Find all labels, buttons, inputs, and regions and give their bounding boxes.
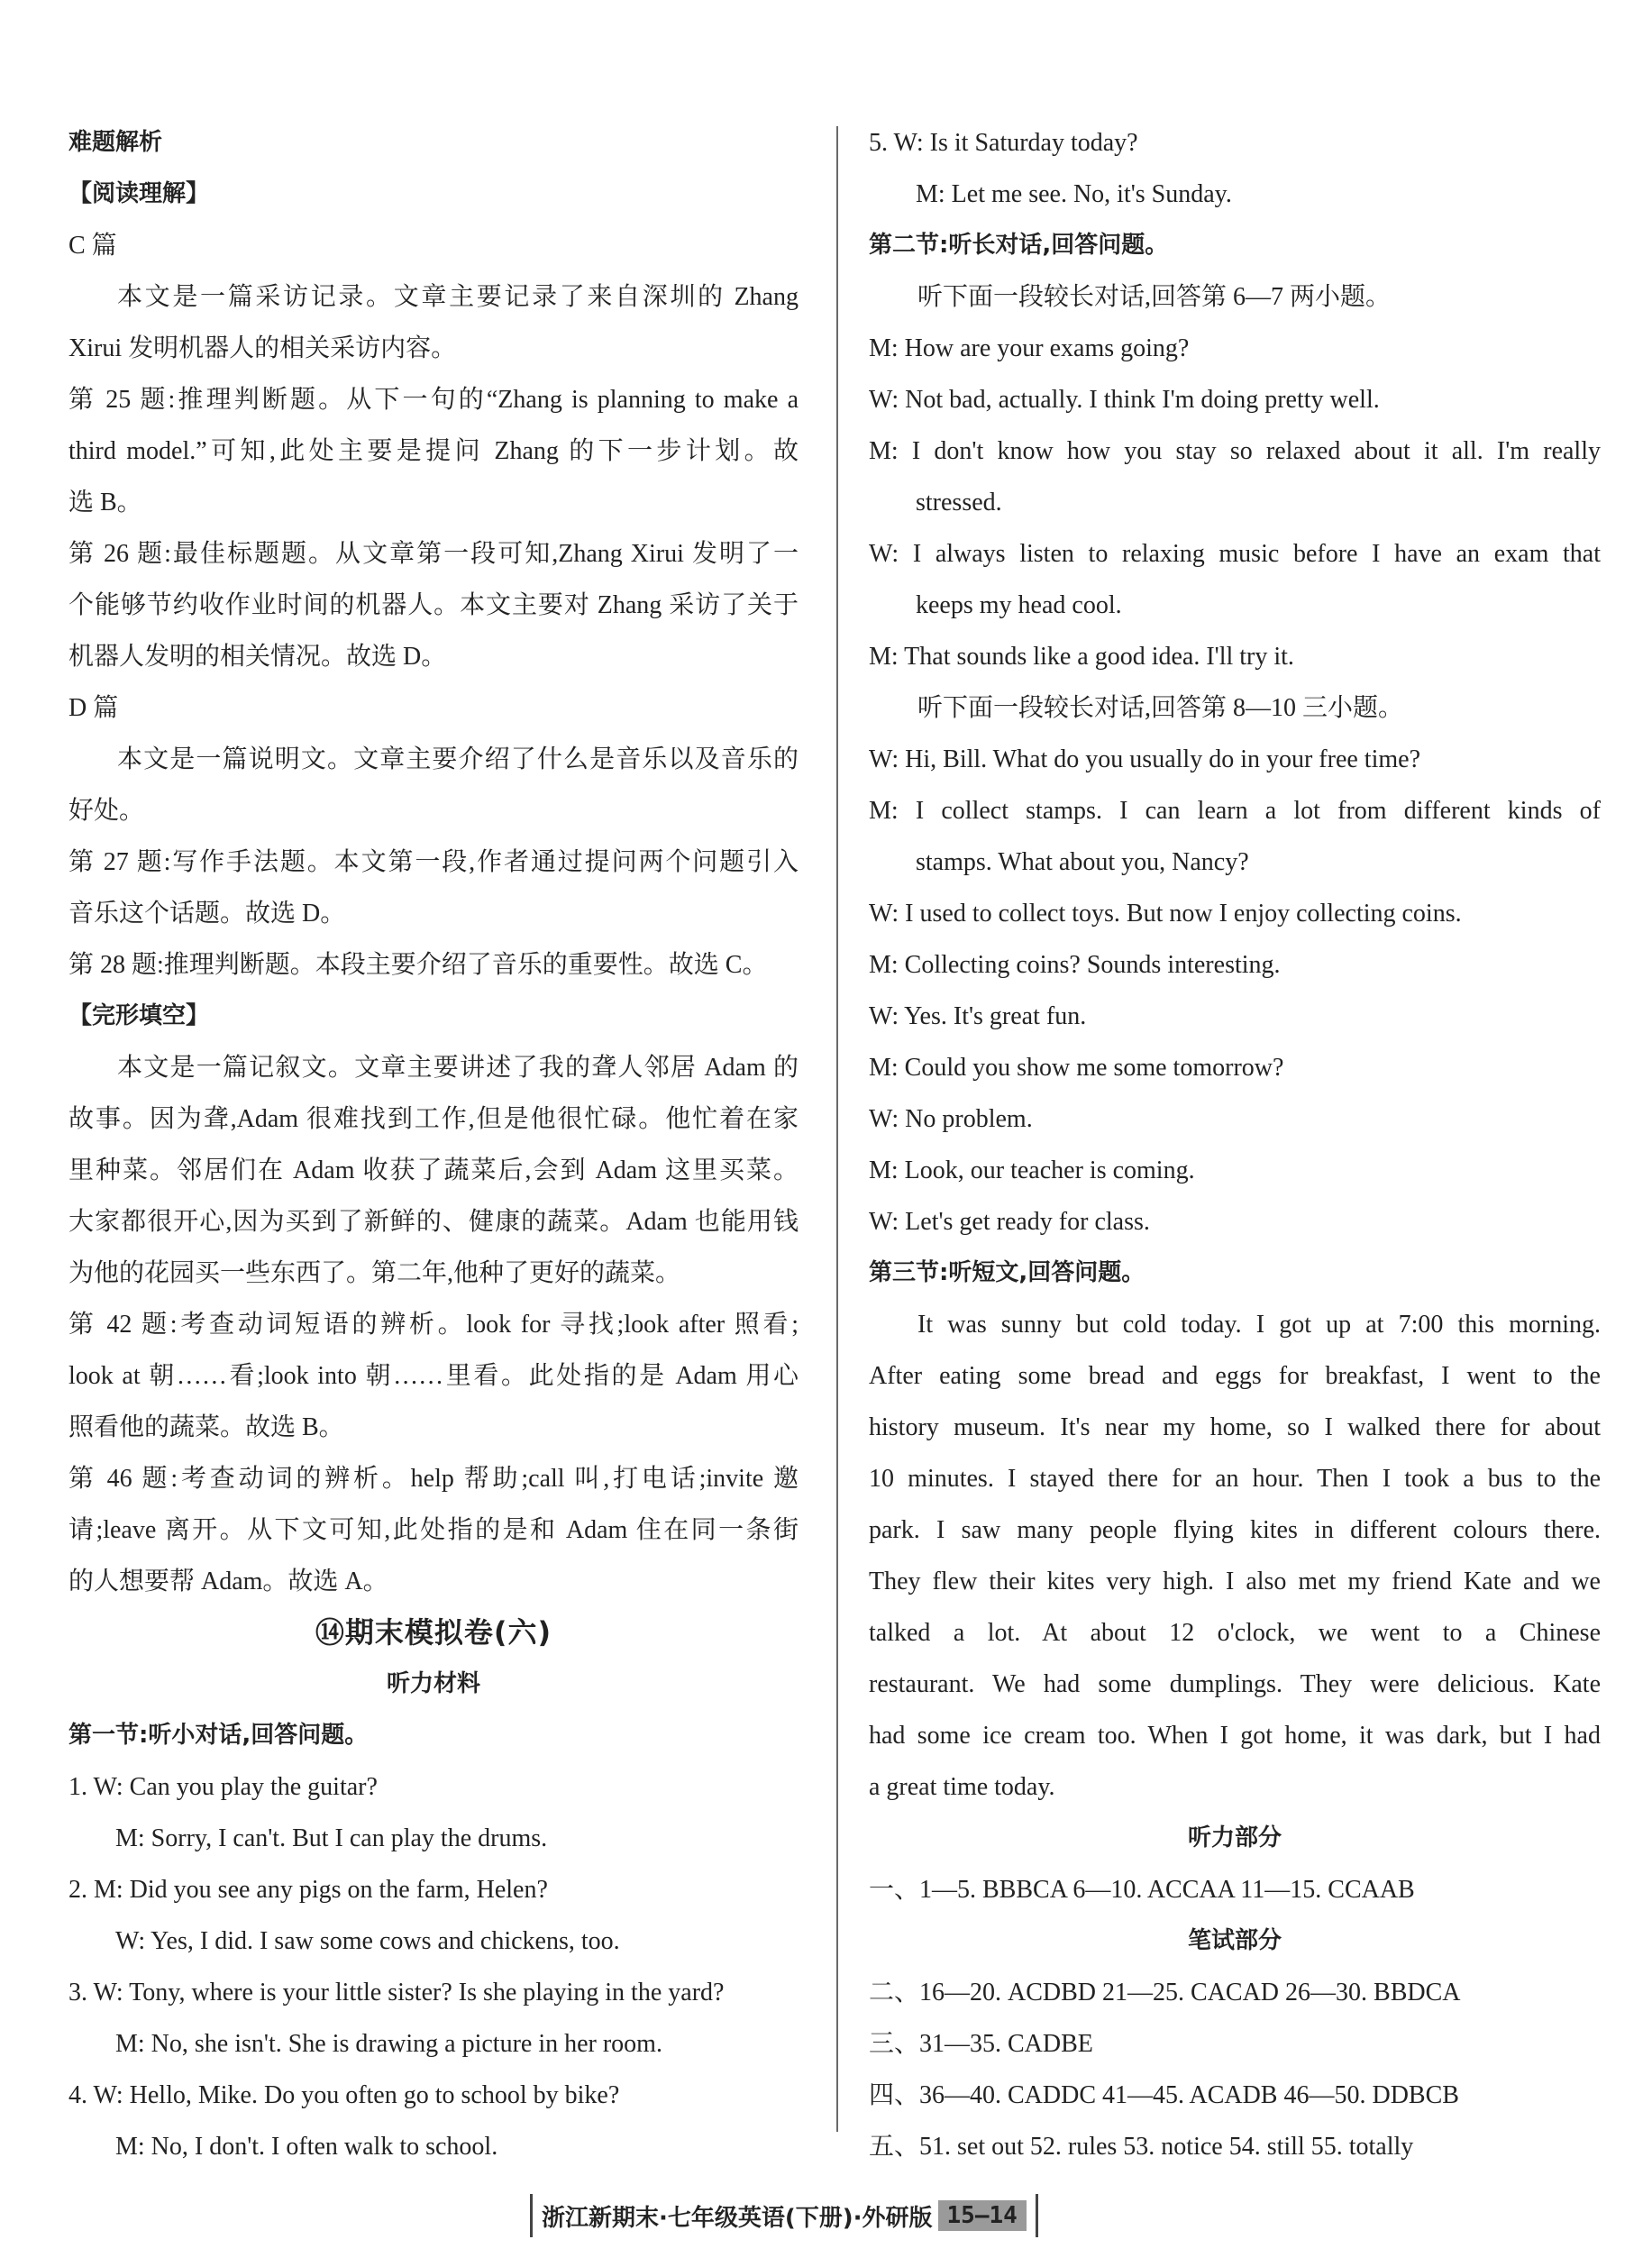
right-text-line: 第三节:听短文,回答问题。 xyxy=(869,1259,1145,1286)
right-text-line: talked a lot. At about 12 o'clock, we went to a Chinese xyxy=(869,1619,1601,1647)
left-text-line: 本文是一篇说明文。文章主要介绍了什么是音乐以及音乐的 xyxy=(117,745,799,773)
right-text-line: 一、1—5. BBBCA 6—10. ACCAA 11—15. CCAAB xyxy=(869,1876,1415,1904)
left-text-line: 难题解析 xyxy=(68,129,163,156)
left-text-line: 本文是一篇记叙文。文章主要讲述了我的聋人邻居 Adam 的 xyxy=(117,1054,799,1082)
left-text-line: 照看他的蔬菜。故选 B。 xyxy=(68,1413,344,1441)
right-text-line: 五、51. set out 52. rules 53. notice 54. still 55. totally xyxy=(869,2133,1414,2161)
left-text-line: 故事。因为聋,Adam 很难找到工作,但是他很忙碌。他忙着在家 xyxy=(68,1105,799,1133)
right-text-line: history museum. It's near my home, so I walked there for about xyxy=(869,1413,1601,1441)
right-text-line: M: Let me see. No, it's Sunday. xyxy=(916,180,1232,208)
right-text-line: 二、16—20. ACDBD 21—25. CACAD 26—30. BBDCA xyxy=(869,1979,1461,2006)
page-footer xyxy=(530,2194,1038,2237)
right-text-line: W: Hi, Bill. What do you usually do in your free time? xyxy=(869,745,1420,773)
left-text-line: 里种菜。邻居们在 Adam 收获了蔬菜后,会到 Adam 这里买菜。 xyxy=(68,1156,799,1184)
right-text-line: They flew their kites very high. I also met my friend Kate and we xyxy=(869,1568,1601,1595)
left-text-line: 选 B。 xyxy=(68,489,142,516)
right-text-line: M: I collect stamps. I can learn a lot from different kinds of xyxy=(869,797,1601,825)
left-text-line: 【阅读理解】 xyxy=(68,180,210,207)
left-column xyxy=(68,117,799,2172)
right-text-line: park. I saw many people flying kites in different colours there. xyxy=(869,1516,1601,1544)
right-text-line: W: Let's get ready for class. xyxy=(869,1208,1150,1236)
right-text-line: W: Yes. It's great fun. xyxy=(869,1002,1087,1030)
right-text-line: restaurant. We had some dumplings. They were delicious. Kate xyxy=(869,1670,1601,1698)
right-text-line: 听下面一段较长对话,回答第 8—10 三小题。 xyxy=(917,694,1404,722)
right-text-line: 听下面一段较长对话,回答第 6—7 两小题。 xyxy=(917,283,1392,311)
right-text-line: stressed. xyxy=(916,489,1002,516)
right-text-line: 5. W: Is it Saturday today? xyxy=(869,129,1138,157)
left-text-line: 2. M: Did you see any pigs on the farm, Helen? xyxy=(68,1876,548,1904)
left-text-line: C 篇 xyxy=(68,232,117,260)
right-text-line: a great time today. xyxy=(869,1773,1055,1801)
left-text-line: 第 42 题:考查动词短语的辨析。look for 寻找;look after 照看; xyxy=(68,1311,799,1339)
left-text-line: 第 46 题:考查动词的辨析。help 帮助;call 叫,打电话;invite 邀 xyxy=(68,1465,799,1493)
left-text-line: 第 27 题:写作手法题。本文第一段,作者通过提问两个问题引入 xyxy=(68,848,799,876)
right-text-line: M: How are your exams going? xyxy=(869,334,1190,362)
right-text-line: 四、36—40. CADDC 41—45. ACADB 46—50. DDBCB xyxy=(869,2081,1459,2109)
left-text-line: 机器人发明的相关情况。故选 D。 xyxy=(68,643,447,671)
right-text-line: keeps my head cool. xyxy=(916,591,1122,619)
left-text-line: 为他的花园买一些东西了。第二年,他种了更好的蔬菜。 xyxy=(68,1259,681,1287)
left-text-line: 好处。 xyxy=(68,797,145,825)
left-text-line: 个能够节约收作业时间的机器人。本文主要对 Zhang 采访了关于 xyxy=(68,591,799,619)
right-text-line: 第二节:听长对话,回答问题。 xyxy=(869,232,1169,259)
left-text-line: 4. W: Hello, Mike. Do you often go to school by bike? xyxy=(68,2081,620,2109)
right-column xyxy=(869,117,1601,2172)
left-text-line: M: Sorry, I can't. But I can play the drums. xyxy=(115,1824,548,1852)
right-text-line: W: I always listen to relaxing music before I have an exam that xyxy=(869,540,1601,568)
right-text-line: It was sunny but cold today. I got up at 7:00 this morning. xyxy=(917,1311,1601,1339)
left-text-line: 【完形填空】 xyxy=(68,1002,210,1029)
left-text-line: 1. W: Can you play the guitar? xyxy=(68,1773,378,1801)
left-text-line: 请;leave 离开。从下文可知,此处指的是和 Adam 住在同一条街 xyxy=(68,1516,799,1544)
right-text-line: M: Collecting coins? Sounds interesting. xyxy=(869,951,1281,979)
left-text-line: 本文是一篇采访记录。文章主要记录了来自深圳的 Zhang xyxy=(117,283,799,311)
left-text-line: 第 26 题:最佳标题题。从文章第一段可知,Zhang Xirui 发明了一 xyxy=(68,540,799,568)
left-text-line: 第 25 题:推理判断题。从下一句的“Zhang is planning to make a xyxy=(68,386,799,414)
left-text-line: M: No, I don't. I often walk to school. xyxy=(115,2133,498,2161)
left-text-line: 大家都很开心,因为买到了新鲜的、健康的蔬菜。Adam 也能用钱 xyxy=(68,1208,799,1236)
left-text-line: 听力材料 xyxy=(386,1670,480,1697)
right-text-line: 听力部分 xyxy=(1187,1824,1282,1851)
left-text-line: 的人想要帮 Adam。故选 A。 xyxy=(68,1568,388,1595)
left-text-line: third model.”可知,此处主要是提问 Zhang 的下一步计划。故 xyxy=(68,437,799,465)
left-text-line: Xirui 发明机器人的相关采访内容。 xyxy=(68,334,457,362)
right-text-line: M: I don't know how you stay so relaxed about it all. I'm really xyxy=(869,437,1601,465)
page-number: 15—14 xyxy=(938,2200,1027,2231)
right-text-line: 10 minutes. I stayed there for an hour. Then I took a bus to the xyxy=(869,1465,1601,1493)
right-text-line: stamps. What about you, Nancy? xyxy=(916,848,1249,876)
right-text-line: M: Could you show me some tomorrow? xyxy=(869,1054,1284,1082)
right-text-line: had some ice cream too. When I got home, it was dark, but I had xyxy=(869,1722,1601,1750)
left-text-line: 第一节:听小对话,回答问题。 xyxy=(68,1722,369,1749)
left-text-line: M: No, she isn't. She is drawing a picture in her room. xyxy=(115,2030,662,2058)
right-text-line: After eating some bread and eggs for breakfast, I went to the xyxy=(869,1362,1601,1390)
right-text-line: 三、31—35. CADBE xyxy=(869,2030,1093,2058)
left-text-line: W: Yes, I did. I saw some cows and chickens, too. xyxy=(115,1927,620,1955)
right-text-line: W: No problem. xyxy=(869,1105,1033,1133)
left-text-line: ⑭期末模拟卷(六) xyxy=(315,1615,552,1650)
left-text-line: 音乐这个话题。故选 D。 xyxy=(68,900,346,928)
footer-title: 浙江新期末·七年级英语(下册)·外研版 xyxy=(542,2204,933,2232)
right-text-line: W: Not bad, actually. I think I'm doing pretty well. xyxy=(869,386,1380,414)
left-text-line: D 篇 xyxy=(68,694,119,722)
right-text-line: W: I used to collect toys. But now I enjoy collecting coins. xyxy=(869,900,1462,928)
column-divider xyxy=(836,126,838,2132)
left-text-line: 3. W: Tony, where is your little sister? Is she playing in the yard? xyxy=(68,1979,725,2006)
right-text-line: M: That sounds like a good idea. I'll try it. xyxy=(869,643,1294,671)
right-text-line: M: Look, our teacher is coming. xyxy=(869,1156,1195,1184)
left-text-line: look at 朝……看;look into 朝……里看。此处指的是 Adam 用心 xyxy=(68,1362,799,1390)
left-text-line: 第 28 题:推理判断题。本段主要介绍了音乐的重要性。故选 C。 xyxy=(68,951,768,979)
right-text-line: 笔试部分 xyxy=(1187,1927,1282,1954)
